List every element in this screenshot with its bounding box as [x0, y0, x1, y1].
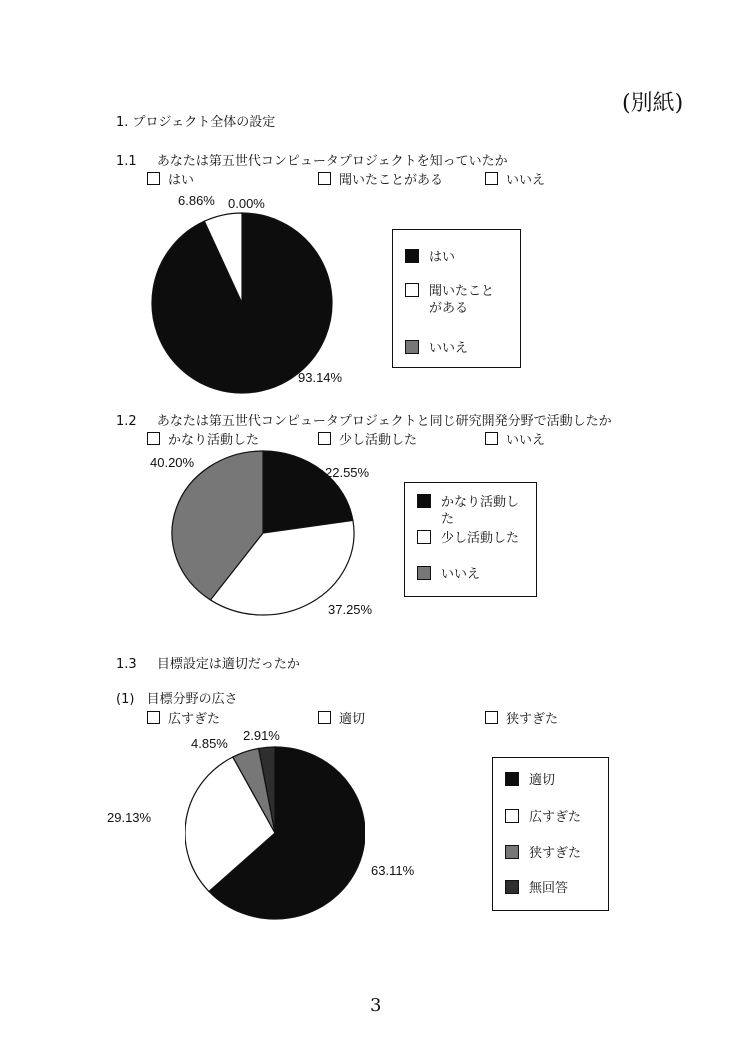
question-number: 1.1: [116, 154, 137, 169]
legend-swatch: [405, 340, 419, 354]
option-label: かなり活動した: [168, 433, 260, 448]
subquestion-number: (1): [116, 692, 135, 707]
legend-swatch: [417, 530, 431, 544]
option-label: はい: [168, 173, 195, 188]
legend-swatch: [505, 880, 519, 894]
option-q1-3: [485, 169, 545, 188]
value-label: 63.11%: [371, 863, 415, 878]
option-q2-1: [147, 429, 259, 448]
annex-label: (別紙): [622, 91, 684, 116]
legend-item: はい: [405, 249, 455, 267]
option-label: 聞いたことがある: [339, 173, 444, 188]
question-text: 目標設定は適切だったか: [156, 657, 300, 672]
legend-1: [392, 229, 521, 368]
value-label: 22.55%: [325, 465, 370, 480]
question-text: あなたは第五世代コンピュータプロジェクトを知っていたか: [156, 154, 508, 169]
value-label: 2.91%: [243, 728, 280, 743]
question-1-2: [116, 410, 612, 429]
checkbox-icon: [485, 172, 498, 185]
value-label: 40.20%: [150, 455, 195, 470]
question-1-3: [116, 653, 300, 672]
legend-3: [492, 757, 609, 911]
option-label: 広すぎた: [168, 712, 221, 727]
checkbox-icon: [147, 172, 160, 185]
checkbox-icon: [318, 711, 331, 724]
checkbox-icon: [485, 432, 498, 445]
legend-item: 広すぎた: [505, 809, 581, 827]
checkbox-icon: [485, 711, 498, 724]
section-title: 1. プロジェクト全体の設定: [116, 115, 276, 130]
legend-item: いいえ: [417, 566, 480, 584]
legend-2: [404, 482, 537, 597]
option-q3-2: [318, 708, 365, 727]
value-label: 29.13%: [107, 810, 152, 825]
subquestion-text: 目標分野の広さ: [146, 692, 238, 707]
question-number: 1.3: [116, 657, 137, 672]
option-label: いいえ: [506, 173, 546, 188]
option-label: 適切: [339, 712, 366, 727]
legend-swatch: [505, 809, 519, 823]
option-label: 少し活動した: [339, 433, 418, 448]
option-q2-3: [485, 429, 545, 448]
value-label: 93.14%: [298, 370, 343, 385]
legend-item: 少し活動した: [417, 530, 519, 548]
legend-swatch: [505, 772, 519, 786]
legend-swatch: [417, 566, 431, 580]
pie-chart-1: [149, 210, 335, 396]
legend-item: 無回答: [505, 880, 568, 898]
option-q3-1: [147, 708, 220, 727]
option-q1-1: [147, 169, 194, 188]
checkbox-icon: [147, 711, 160, 724]
legend-swatch: [417, 494, 431, 508]
legend-item: 聞いたこと がある: [405, 283, 494, 317]
checkbox-icon: [147, 432, 160, 445]
option-label: 狭すぎた: [506, 712, 559, 727]
value-label: 37.25%: [328, 602, 373, 617]
legend-item: 狭すぎた: [505, 845, 581, 863]
question-number: 1.2: [116, 414, 137, 429]
legend-swatch: [405, 249, 419, 263]
legend-swatch: [405, 283, 419, 297]
legend-swatch: [505, 845, 519, 859]
value-label: 0.00%: [228, 196, 265, 211]
option-q3-3: [485, 708, 558, 727]
question-1-1: [116, 150, 508, 169]
legend-item: いいえ: [405, 340, 468, 358]
legend-item: かなり活動し た: [417, 494, 519, 528]
value-label: 6.86%: [178, 193, 215, 208]
option-q1-2: [318, 169, 443, 188]
subquestion-1: [116, 688, 238, 707]
checkbox-icon: [318, 172, 331, 185]
option-q2-2: [318, 429, 417, 448]
checkbox-icon: [318, 432, 331, 445]
value-label: 4.85%: [191, 736, 228, 751]
question-text: あなたは第五世代コンピュータプロジェクトと同じ研究開発分野で活動したか: [156, 414, 612, 429]
pie-slice-1: [263, 451, 353, 533]
option-label: いいえ: [506, 433, 546, 448]
pie-chart-3: [185, 745, 365, 921]
page-number: 3: [370, 995, 382, 1016]
legend-item: 適切: [505, 772, 555, 790]
